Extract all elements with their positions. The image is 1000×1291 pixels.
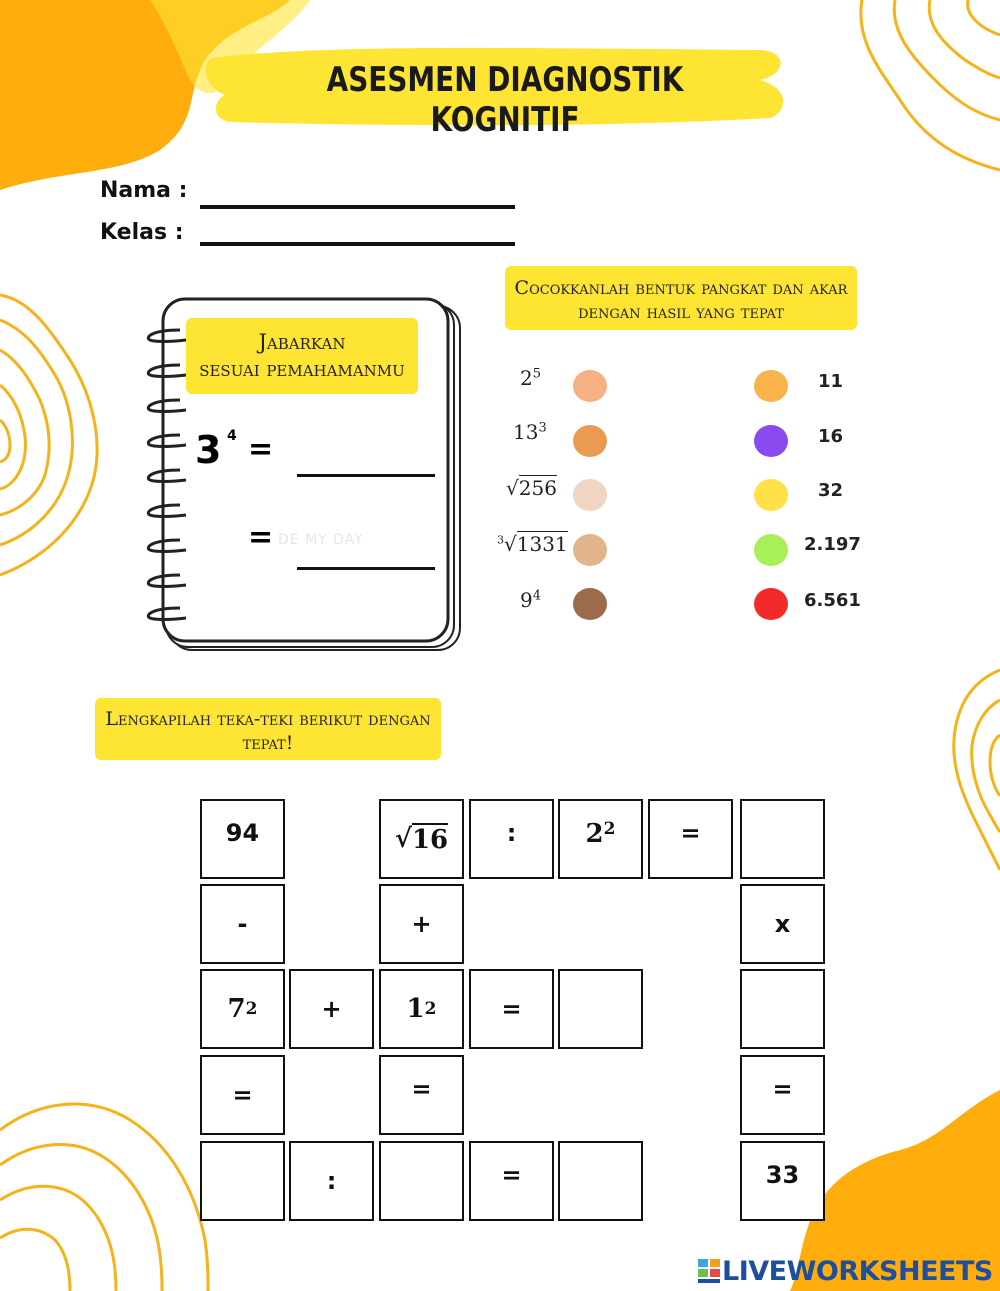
match-dot-left-5[interactable] [573,588,607,620]
match-dot-right-3[interactable] [754,479,788,511]
puzzle-cell-r2c1: + [289,969,374,1049]
puzzle-cell-r3c6: = [740,1055,825,1135]
match-dot-left-1[interactable] [573,370,607,402]
page-title: ASESMEN DIAGNOSTIK KOGNITIF [326,60,684,140]
expr-9-pow-4: $9^4$ [520,588,542,612]
contour-top-right [861,0,1000,170]
puzzle-answer-r2c6[interactable] [740,969,825,1049]
match-dot-right-1[interactable] [754,370,788,402]
puzzle-answer-r0c6[interactable] [740,799,825,879]
equals-sign-2: = [248,520,274,555]
result-16: 16 [818,426,844,447]
puzzle-cell-r1c6: x [740,884,825,964]
puzzle-cell-r4c1: : [289,1141,374,1221]
puzzle-cell-r3c0: = [200,1055,285,1135]
match-dot-right-5[interactable] [754,588,788,620]
puzzle-answer-r4c0[interactable] [200,1141,285,1221]
result-2197: 2.197 [804,534,861,555]
puzzle-cell-r4c3: = [469,1141,554,1221]
notebook-heading-line2: sesuai pemahamanmu [199,357,405,381]
expr-cbrt-1331: $^3$√1331 [497,532,568,556]
puzzle-heading-line1: Lengkapilah teka-teki berikut dengan [105,708,431,730]
result-11: 11 [818,371,844,392]
power-exponent: 4 [227,428,237,444]
power-base: 3 [195,428,222,472]
answer-line-1[interactable] [297,474,435,477]
notebook-heading-line1: Jabarkan [258,330,346,354]
matching-heading-line1: Cocokkanlah bentuk pangkat dan akar [514,277,848,299]
match-dot-right-2[interactable] [754,425,788,457]
puzzle-cell-r0c2: √ 16 [379,799,464,879]
puzzle-cell-r2c0: 7 2 [200,969,285,1049]
contour-left [0,295,97,575]
puzzle-heading-line2: tepat! [242,732,294,754]
expr-sqrt-256: √256 [506,476,557,500]
puzzle-answer-r4c2[interactable] [379,1141,464,1221]
puzzle-cell-r2c2: 1 2 [379,969,464,1049]
match-dot-left-3[interactable] [573,479,607,511]
contour-right [954,670,1000,870]
name-label: Nama : [100,178,188,203]
puzzle-cell-r3c2: = [379,1055,464,1135]
contour-bottom-left [0,1104,208,1291]
result-6561: 6.561 [804,590,861,611]
expr-13-pow-3: $13^3$ [513,420,547,444]
puzzle-cell-r0c4: 2 2 [558,799,643,879]
match-dot-left-4[interactable] [573,534,607,566]
watermark-text: DE MY DAY [278,532,364,548]
match-dot-left-2[interactable] [573,425,607,457]
puzzle-cell-r4c6: 33 [740,1141,825,1221]
class-input-line[interactable] [200,242,515,246]
puzzle-cell-r0c3: : [469,799,554,879]
class-label: Kelas : [100,220,184,245]
liveworksheets-logo-text: LIVEWORKSHEETS [722,1255,993,1287]
expr-2-pow-5: $2^5$ [520,366,542,390]
liveworksheets-logo-icon [698,1257,722,1285]
result-32: 32 [818,480,844,501]
puzzle-cell-r1c0: - [200,884,285,964]
puzzle-answer-r4c4[interactable] [558,1141,643,1221]
matching-heading-line2: dengan hasil yang tepat [578,301,784,323]
puzzle-cell-r2c3: = [469,969,554,1049]
puzzle-cell-r1c2: + [379,884,464,964]
liveworksheets-logo [698,1253,993,1289]
puzzle-answer-r2c4[interactable] [558,969,643,1049]
equals-sign-1: = [248,432,274,467]
name-input-line[interactable] [200,205,515,209]
answer-line-2[interactable] [297,567,435,570]
match-dot-right-4[interactable] [754,534,788,566]
puzzle-cell-r0c5: = [648,799,733,879]
puzzle-cell-r0c0: 94 [200,799,285,879]
